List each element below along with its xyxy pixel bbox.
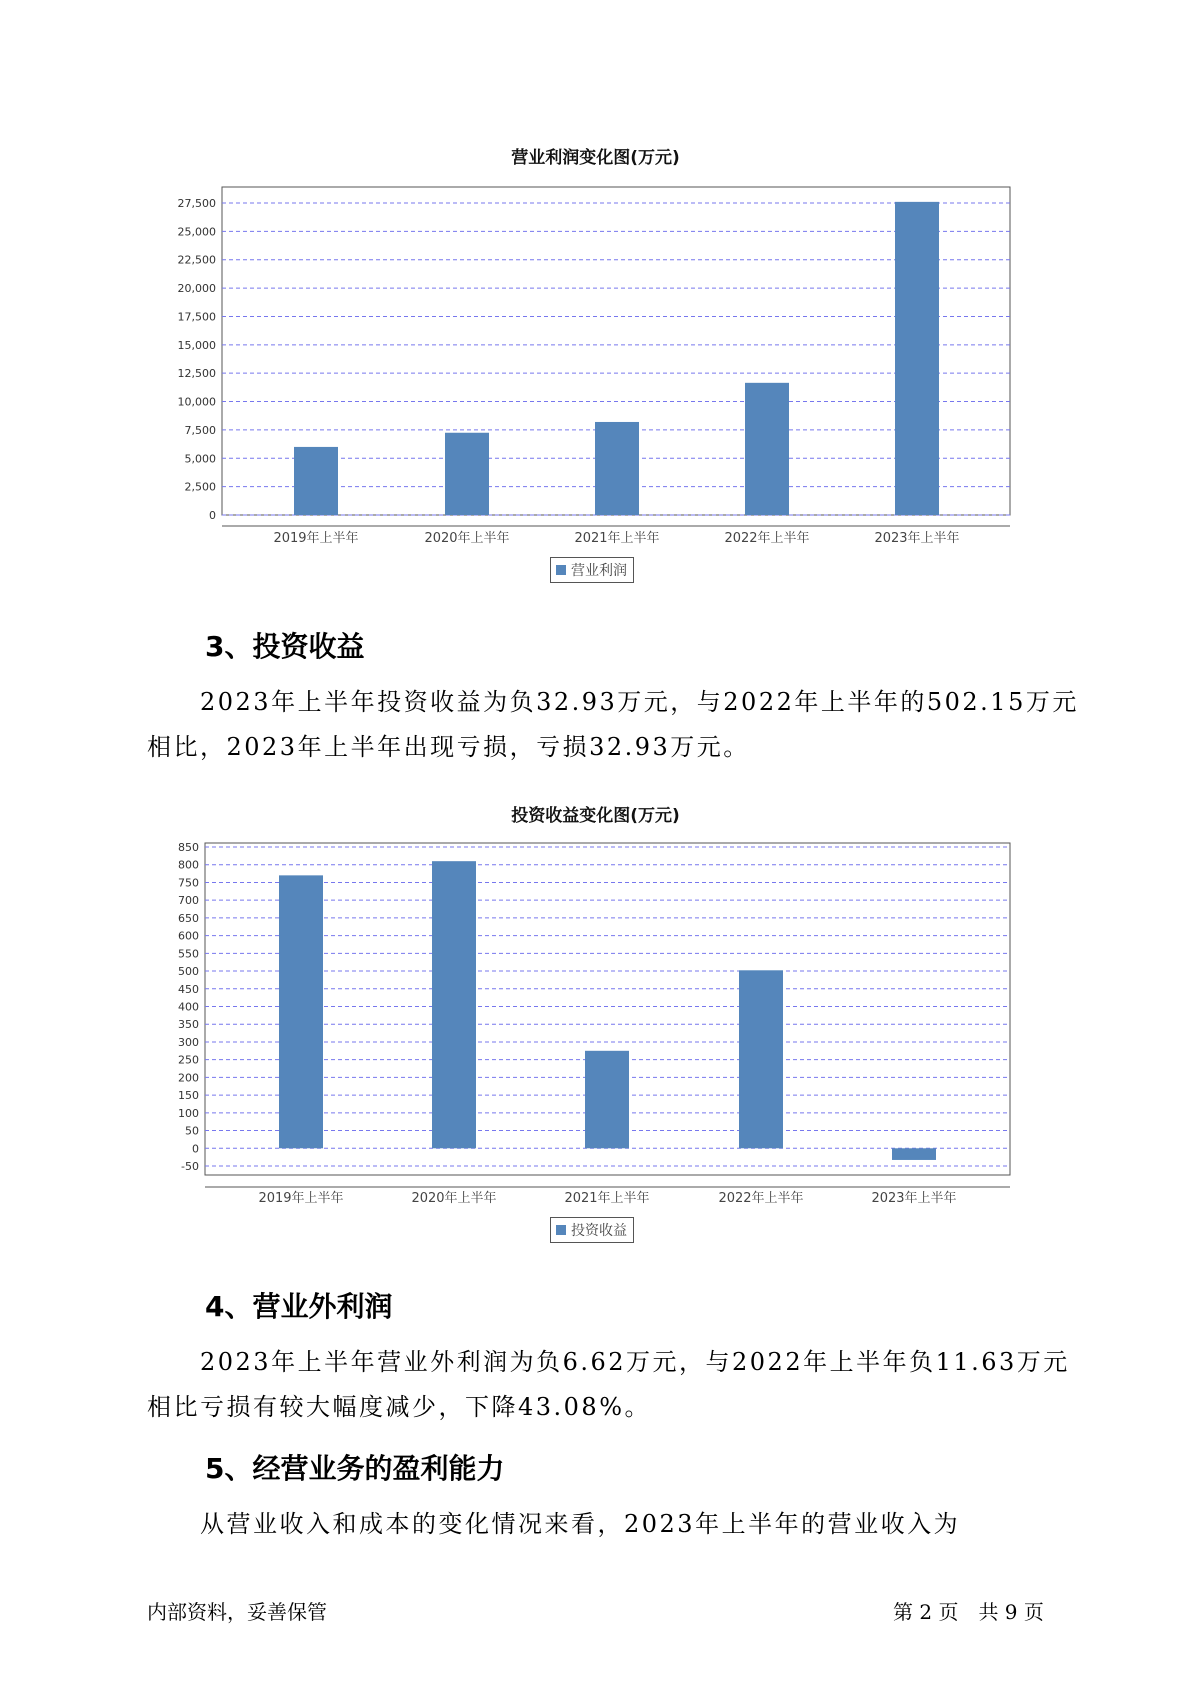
x-tick-label: 2019年上半年	[258, 1191, 344, 1206]
investment-chart-title: 投资收益变化图(万元)	[511, 806, 680, 826]
y-tick-label: 650	[178, 911, 199, 925]
y-tick-label: 27,500	[177, 197, 216, 210]
y-tick-label: 850	[178, 841, 199, 854]
y-tick-label: 300	[178, 1035, 199, 1049]
y-tick-label: 400	[178, 1000, 199, 1014]
y-tick-label: 22,500	[177, 253, 216, 267]
x-tick-label: 2020年上半年	[424, 531, 510, 546]
bar	[432, 861, 476, 1148]
investment-chart-legend	[550, 1217, 634, 1243]
y-tick-label: 600	[178, 929, 199, 943]
y-tick-label: 0	[192, 1142, 199, 1156]
y-tick-label: 750	[178, 876, 199, 890]
y-tick-label: 200	[178, 1071, 199, 1085]
section-5-paragraph	[147, 1502, 1067, 1547]
section-3-heading: 3、投资收益	[205, 630, 365, 663]
legend-label: 投资收益	[571, 1223, 627, 1239]
y-tick-label: 100	[178, 1106, 199, 1120]
profit-chart-title: 营业利润变化图(万元)	[511, 148, 680, 168]
x-tick-label: 2023年上半年	[871, 1191, 957, 1206]
x-tick-label: 2022年上半年	[724, 531, 810, 546]
y-tick-label: 450	[178, 982, 199, 996]
y-tick-label: 20,000	[177, 282, 216, 296]
paragraph-line: 从营业收入和成本的变化情况来看，2023年上半年的营业收入为	[200, 1510, 961, 1538]
y-tick-label: 250	[178, 1053, 199, 1067]
bar	[585, 1051, 629, 1148]
y-tick-label: 700	[178, 894, 199, 908]
y-tick-label: 17,500	[177, 310, 216, 324]
bar	[892, 1148, 936, 1160]
section-4-paragraph	[147, 1340, 1070, 1430]
y-tick-label: 150	[178, 1089, 199, 1103]
y-tick-label: 0	[209, 509, 216, 522]
paragraph-line: 2023年上半年营业外利润为负6.62万元，与2022年上半年负11.63万元	[200, 1348, 1070, 1376]
x-tick-label: 2023年上半年	[874, 531, 960, 546]
section-4-heading: 4、营业外利润	[205, 1290, 393, 1323]
y-tick-label: 500	[178, 965, 199, 979]
x-tick-label: 2022年上半年	[718, 1191, 804, 1206]
legend-label: 营业利润	[571, 563, 627, 579]
paragraph-line: 2023年上半年投资收益为负32.93万元，与2022年上半年的502.15万元	[200, 688, 1079, 716]
paragraph-line: 相比，2023年上半年出现亏损，亏损32.93万元。	[147, 733, 750, 761]
x-tick-label: 2021年上半年	[574, 531, 660, 546]
y-tick-label: 2,500	[184, 480, 216, 494]
y-tick-label: 10,000	[177, 395, 216, 409]
y-tick-label: 350	[178, 1018, 199, 1032]
x-tick-label: 2020年上半年	[411, 1191, 497, 1206]
bar	[739, 970, 783, 1148]
bar	[279, 875, 323, 1148]
y-tick-label: -50	[181, 1160, 199, 1173]
y-tick-label: 800	[178, 858, 199, 872]
legend-swatch	[556, 1225, 566, 1235]
x-tick-label: 2021年上半年	[564, 1191, 650, 1206]
y-tick-label: 15,000	[177, 338, 216, 352]
y-tick-label: 7,500	[184, 423, 216, 437]
section-5-heading: 5、经营业务的盈利能力	[205, 1452, 505, 1485]
x-tick-label: 2019年上半年	[273, 531, 359, 546]
footer-page-number: 第 2 页 共 9 页	[893, 1600, 1044, 1624]
paragraph-line: 相比亏损有较大幅度减少，下降43.08%。	[147, 1393, 652, 1421]
y-tick-label: 5,000	[184, 452, 216, 466]
y-tick-label: 12,500	[177, 367, 216, 381]
y-tick-label: 550	[178, 947, 199, 961]
y-tick-label: 25,000	[177, 225, 216, 239]
footer-left: 内部资料，妥善保管	[147, 1600, 327, 1624]
y-tick-label: 50	[185, 1124, 199, 1138]
